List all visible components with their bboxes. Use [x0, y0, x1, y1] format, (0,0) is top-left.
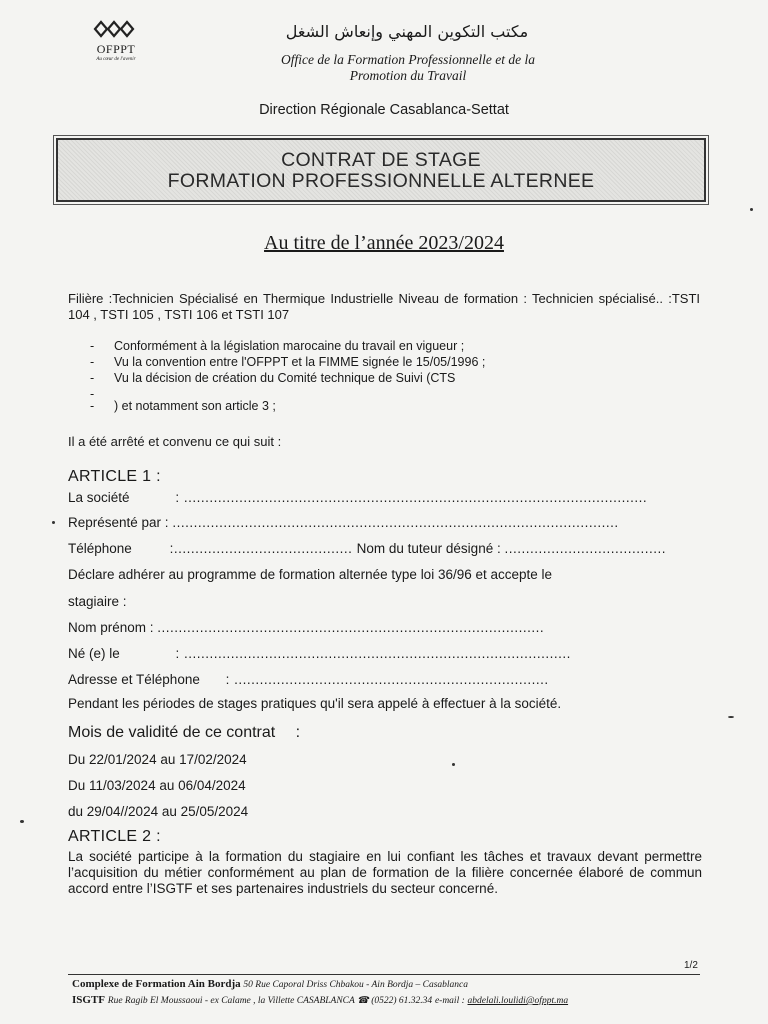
- ofppt-logo-icon: [91, 18, 141, 40]
- date-naissance-label: Né (e) le: [68, 646, 120, 661]
- office-name: [258, 52, 558, 84]
- list-item: - Conformément à la législation marocaine du travail en vigueur ;: [90, 338, 485, 354]
- footer-isgtf: ISGTF: [72, 994, 106, 1006]
- societe-field[interactable]: La société : .............................................................................................................: [68, 490, 648, 505]
- logo-tagline: Au cœur de l'avenir: [96, 57, 136, 62]
- validity-period-1: Du 22/01/2024 au 17/02/2024: [68, 752, 247, 767]
- regional-direction: Direction Régionale Casablanca-Settat: [259, 102, 509, 118]
- ofppt-logo: [86, 18, 146, 62]
- office-line-1: Office de la Formation Professionnelle et de la: [280, 52, 536, 67]
- footer-isgtf-address: Rue Ragib El Moussaoui - ex Calame , la Villette CASABLANCA ☎ (0522) 61.32.34: [107, 996, 433, 1006]
- validity-heading-colon: :: [295, 724, 301, 741]
- list-item: - Vu la convention entre l'OFPPT et la FIMME signée le 15/05/1996 ;: [90, 354, 485, 370]
- arrete-statement: Il a été arrêté et convenu ce qui suit :: [68, 434, 282, 449]
- nom-prenom-field[interactable]: Nom prénom : ...........................................................................................: [68, 620, 545, 635]
- scan-speck: [750, 208, 753, 211]
- societe-label: La société: [68, 490, 130, 505]
- date-naissance-field[interactable]: Né (e) le : ...........................................................................................: [68, 646, 571, 661]
- declare-line-2: stagiaire :: [68, 594, 127, 609]
- pendant-statement: Pendant les périodes de stages pratiques qu'il sera appelé à effectuer à la société.: [68, 696, 562, 711]
- article-1-heading: ARTICLE 1 :: [68, 468, 161, 485]
- scan-speck: [52, 521, 55, 524]
- logo-name: OFPPT: [96, 42, 136, 56]
- title-line-1: CONTRAT DE STAGE: [281, 149, 481, 171]
- adresse-field[interactable]: Adresse et Téléphone : ..........................................................................: [68, 672, 549, 687]
- validity-period-3: du 29/04//2024 au 25/05/2024: [68, 804, 249, 819]
- academic-year: [0, 232, 768, 255]
- list-item: - Vu la décision de création du Comité technique de Suivi (CTS: [90, 370, 485, 386]
- telephone-label: Téléphone: [68, 541, 132, 556]
- title-line-2: FORMATION PROFESSIONNELLE ALTERNEE: [167, 170, 595, 192]
- footer-divider: [68, 974, 700, 975]
- validity-period-2: Du 11/03/2024 au 06/04/2024: [68, 778, 246, 793]
- list-item-empty: [90, 386, 485, 398]
- list-item: - ) et notamment son article 3 ;: [90, 398, 485, 414]
- page-number: 1/2: [684, 960, 698, 971]
- filiere-paragraph: Filière :Technicien Spécialisé en Thermique Industrielle Niveau de formation : Technicien spécialisé.. :TSTI 104 , TSTI 105 , TSTI 106 et TSTI 107: [68, 291, 700, 322]
- nom-prenom-label: Nom prénom :: [68, 620, 154, 635]
- represente-field[interactable]: Représenté par : .........................................................................................................: [68, 515, 619, 530]
- telephone-field[interactable]: Téléphone :.......................................... Nom du tuteur désigné : ......................................: [68, 541, 667, 556]
- footer-line-2: [72, 994, 568, 1006]
- arabic-title: مكتب التكوين المهني وإنعاش الشغل: [285, 22, 529, 41]
- validity-heading-text: Mois de validité de ce contrat: [68, 724, 276, 741]
- tuteur-label: Nom du tuteur désigné :: [356, 541, 501, 556]
- validity-heading: [68, 724, 300, 742]
- adresse-label: Adresse et Téléphone: [68, 672, 200, 687]
- footer-complex-name: Complexe de Formation Ain Bordja: [72, 978, 241, 990]
- footer-email-label: e-mail :: [434, 996, 465, 1006]
- represente-label: Représenté par :: [68, 515, 169, 530]
- article-2-heading: ARTICLE 2 :: [68, 828, 161, 845]
- scan-speck: [452, 763, 455, 766]
- contract-title-box: [56, 138, 706, 202]
- footer-email-link[interactable]: abdelali.loulidi@ofppt.ma: [467, 996, 569, 1006]
- article-2-text: La société participe à la formation du stagiaire en lui confiant les tâches et travaux devant permettre l’acquisition du métier conformément au plan de formation de la filière concernée élaboré de commun accord entre l’ISGTF et ses partenaires industriels du secteur concerné.: [68, 849, 702, 896]
- office-line-2: Promotion du Travail: [349, 68, 467, 83]
- footer-line-1: [72, 978, 468, 990]
- scan-speck: [20, 820, 24, 823]
- scan-speck: [728, 716, 734, 718]
- considerations-list: [90, 338, 485, 414]
- academic-year-text: Au titre de l’année 2023/2024: [264, 232, 504, 254]
- footer-complex-address: 50 Rue Caporal Driss Chbakou - Ain Bordja – Casablanca: [243, 980, 468, 990]
- declare-line-1: Déclare adhérer au programme de formation alternée type loi 36/96 et accepte le: [68, 567, 553, 582]
